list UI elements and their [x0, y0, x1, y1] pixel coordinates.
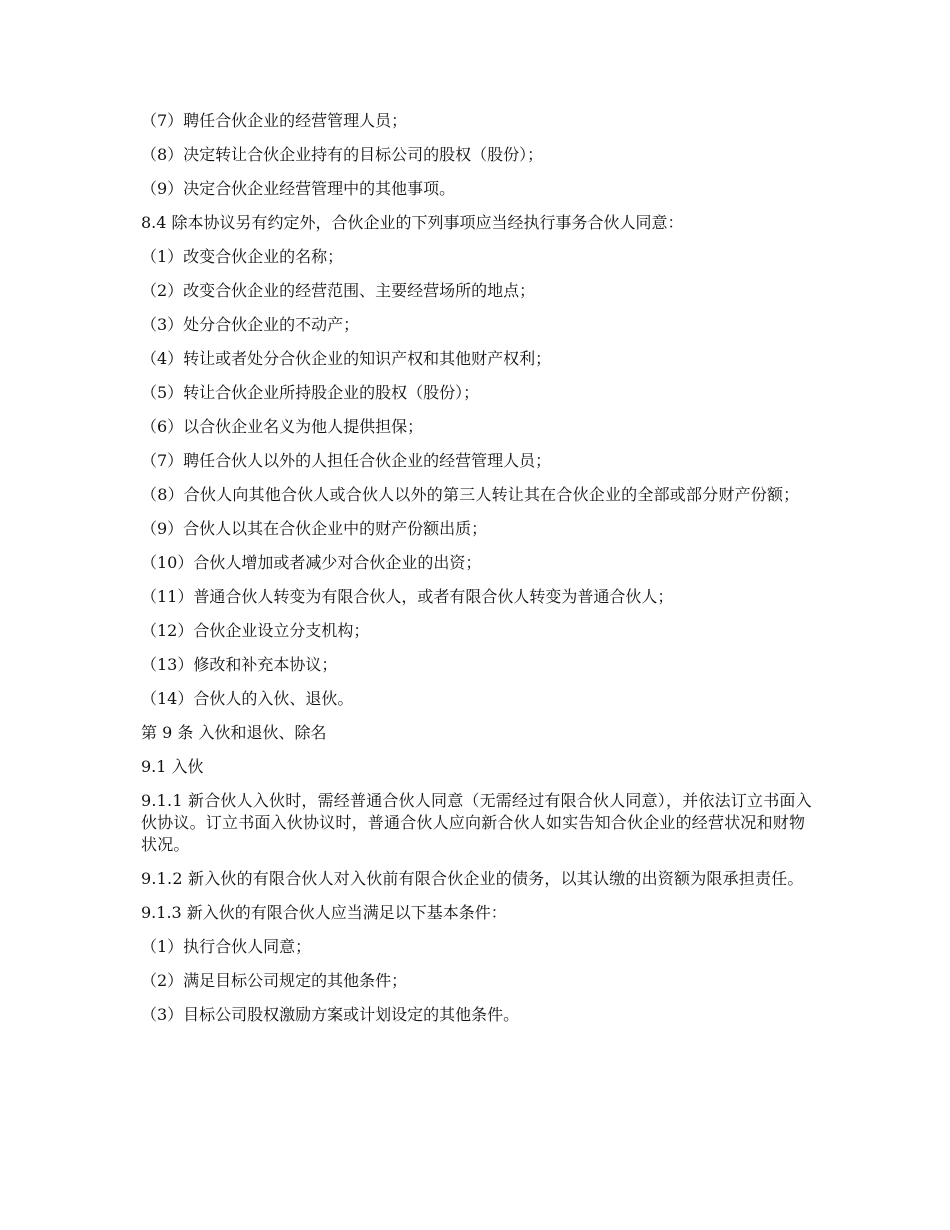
section-9-1-heading: 9.1 入伙 — [141, 757, 204, 776]
paragraph-14: （10）合伙人增加或者减少对合伙企业的出资； — [141, 553, 482, 572]
paragraph-2: （8）决定转让合伙企业持有的目标公司的股权（股份）； — [141, 145, 544, 164]
paragraph-9: （5）转让合伙企业所持股企业的股权（股份）； — [141, 383, 480, 402]
paragraph-26: （3）目标公司股权激励方案或计划设定的其他条件。 — [141, 1005, 520, 1024]
paragraph-16: （12）合伙企业设立分支机构； — [141, 621, 370, 640]
clause-9-1-1: 9.1.1 新合伙人入伙时，需经普通合伙人同意（无需经过有限合伙人同意），并依法订立书面入伙协议。订立书面入伙协议时，普通合伙人应向新合伙人如实告知合伙企业的经营状况和财物状况。 — [141, 791, 812, 854]
document-body — [141, 110, 821, 1038]
paragraph-12: （8）合伙人向其他合伙人或合伙人以外的第三人转让其在合伙企业的全部或部分财产份额； — [141, 485, 800, 504]
paragraph-18: （14）合伙人的入伙、退伙。 — [141, 689, 354, 708]
clause-9-1-2: 9.1.2 新入伙的有限合伙人对入伙前有限合伙企业的债务，以其认缴的出资额为限承担责任。 — [141, 869, 804, 888]
paragraph-5: （1）改变合伙企业的名称； — [141, 247, 344, 266]
paragraph-8: （4）转让或者处分合伙企业的知识产权和其他财产权利； — [141, 349, 552, 368]
paragraph-6: （2）改变合伙企业的经营范围、主要经营场所的地点； — [141, 281, 536, 300]
paragraph-17: （13）修改和补充本协议； — [141, 655, 338, 674]
clause-9-1-3: 9.1.3 新入伙的有限合伙人应当满足以下基本条件： — [141, 903, 507, 922]
paragraph-7: （3）处分合伙企业的不动产； — [141, 315, 360, 334]
paragraph-24: （1）执行合伙人同意； — [141, 937, 312, 956]
paragraph-3: （9）决定合伙企业经营管理中的其他事项。 — [141, 179, 456, 198]
paragraph-1: （7）聘任合伙企业的经营管理人员； — [141, 111, 408, 130]
paragraph-11: （7）聘任合伙人以外的人担任合伙企业的经营管理人员； — [141, 451, 552, 470]
clause-8-4: 8.4 除本协议另有约定外，合伙企业的下列事项应当经执行事务合伙人同意： — [141, 213, 684, 232]
article-9-heading: 第 9 条 入伙和退伙、除名 — [141, 723, 327, 742]
paragraph-10: （6）以合伙企业名义为他人提供担保； — [141, 417, 424, 436]
paragraph-13: （9）合伙人以其在合伙企业中的财产份额出质； — [141, 519, 488, 538]
paragraph-25: （2）满足目标公司规定的其他条件； — [141, 971, 408, 990]
paragraph-15: （11）普通合伙人转变为有限合伙人，或者有限合伙人转变为普通合伙人； — [141, 587, 674, 606]
